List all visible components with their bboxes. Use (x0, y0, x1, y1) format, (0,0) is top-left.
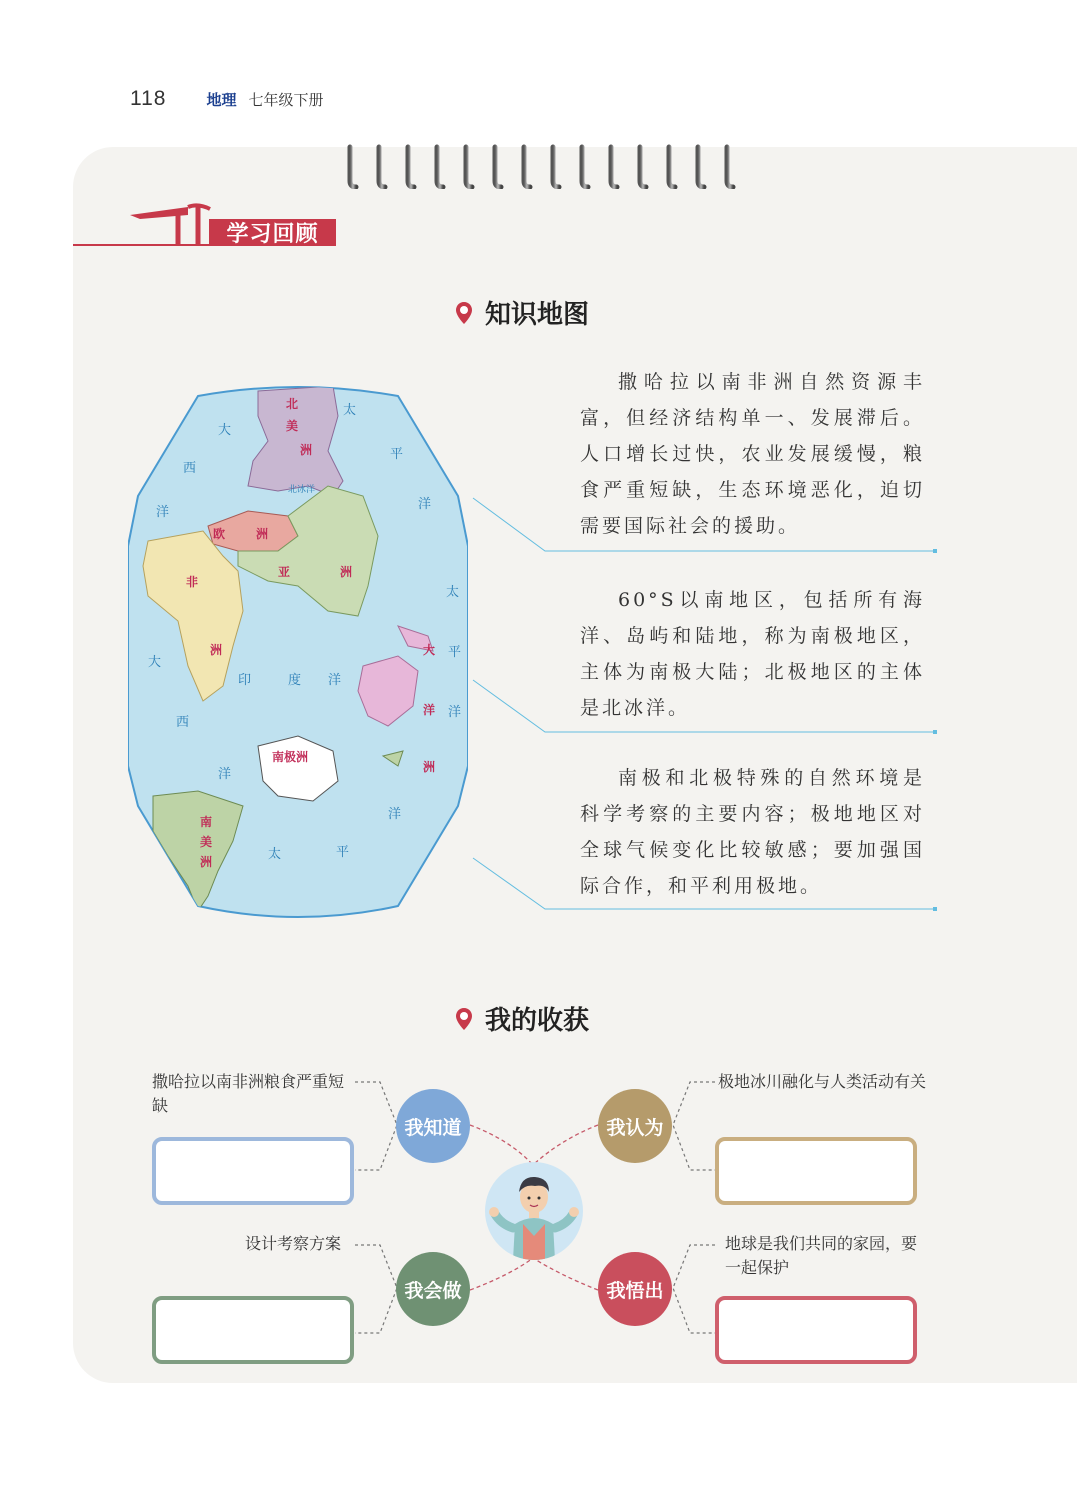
bubble-do: 我会做 (396, 1252, 470, 1326)
label-indian-ocean-3: 洋 (328, 672, 342, 687)
label-pacific-north-3: 洋 (418, 496, 432, 511)
knowledge-map-title: 知识地图 (485, 300, 590, 330)
label-pacific-north-2: 平 (390, 446, 404, 461)
label-north-america-2: 美 (286, 419, 299, 433)
subject-label: 地理 (206, 90, 237, 109)
book-decor-icon (128, 203, 218, 246)
note-polar-research-text: 南极和北极特殊的自然环境是科学考察的主要内容；极地地区对全球气候变化比较敏感；要加强国际合作，和平利用极地。 (580, 767, 925, 897)
label-atlantic-south-2: 西 (176, 714, 190, 729)
note-think: 极地冰川融化与人类活动有关 (718, 1072, 927, 1091)
location-pin-icon (455, 301, 473, 325)
label-africa-2: 洲 (210, 643, 223, 657)
bubble-know: 我知道 (396, 1089, 470, 1163)
label-atlantic-south-1: 大 (148, 654, 162, 669)
review-title: 学习回顾 (209, 219, 336, 246)
label-oceania-2: 洋 (423, 703, 436, 717)
label-pacific-south-2: 平 (336, 844, 350, 859)
label-atlantic-north-2: 西 (183, 460, 197, 475)
label-pacific-north-1: 太 (343, 402, 357, 417)
label-atlantic-south-3: 洋 (218, 766, 232, 781)
grade-label: 七年级下册 (248, 90, 324, 109)
harvest-heading (455, 1000, 589, 1037)
label-indian-ocean-1: 印 (238, 672, 252, 687)
label-antarctica: 南极洲 (272, 750, 309, 764)
student-illustration-icon (485, 1162, 583, 1260)
label-south-america-1: 南 (200, 815, 213, 829)
label-pacific-south-3: 洋 (388, 806, 402, 821)
answer-box-do[interactable] (152, 1296, 354, 1364)
note-polar-research (580, 760, 925, 904)
world-map (128, 386, 468, 920)
page-number: 118 (130, 87, 167, 110)
note-do: 设计考察方案 (245, 1234, 342, 1253)
label-africa-1: 非 (186, 575, 199, 589)
answer-box-think[interactable] (715, 1137, 917, 1205)
label-asia-2: 洲 (340, 565, 353, 579)
bubble-realize: 我悟出 (598, 1252, 672, 1326)
harvest-title: 我的收获 (485, 1006, 590, 1036)
label-north-america-1: 北 (286, 397, 299, 411)
label-oceania-3: 洲 (423, 760, 436, 774)
label-oceania-1: 大 (423, 643, 436, 657)
label-south-america-2: 美 (200, 835, 213, 849)
label-arctic-ocean: 北冰洋 (288, 484, 316, 494)
label-pacific-east-3: 洋 (448, 704, 462, 719)
page-header (130, 84, 324, 114)
note-polar-region (580, 582, 925, 726)
answer-box-know[interactable] (152, 1137, 354, 1205)
label-north-america-3: 洲 (300, 443, 313, 457)
bubble-think: 我认为 (598, 1089, 672, 1163)
location-pin-icon (455, 1007, 473, 1031)
note-africa (580, 364, 925, 544)
note-know: 撒哈拉以南非洲粮食严重短缺 (152, 1072, 345, 1115)
note-polar-region-text: 60°S以南地区，包括所有海洋、岛屿和陆地，称为南极地区，主体为南极大陆；北极地区的主体是北冰洋。 (580, 589, 925, 719)
label-atlantic-north-1: 大 (218, 422, 232, 437)
label-asia-1: 亚 (278, 565, 291, 579)
student-avatar (485, 1162, 583, 1260)
label-pacific-south-1: 太 (268, 846, 282, 861)
label-europe-2: 洲 (256, 527, 269, 541)
label-indian-ocean-2: 度 (288, 672, 302, 687)
answer-box-realize[interactable] (715, 1296, 917, 1364)
label-south-america-3: 洲 (200, 855, 213, 869)
knowledge-map-heading (455, 294, 589, 331)
note-africa-text: 撒哈拉以南非洲自然资源丰富，但经济结构单一、发展滞后。人口增长过快，农业发展缓慢，粮食严重短缺，生态环境恶化，迫切需要国际社会的援助。 (580, 371, 925, 537)
label-europe-1: 欧 (213, 527, 226, 541)
label-pacific-east-2: 平 (448, 644, 462, 659)
spiral-binding-icon (342, 143, 742, 189)
label-atlantic-north-3: 洋 (156, 504, 170, 519)
note-realize: 地球是我们共同的家园，要一起保护 (725, 1234, 918, 1277)
label-pacific-east-1: 太 (446, 584, 460, 599)
